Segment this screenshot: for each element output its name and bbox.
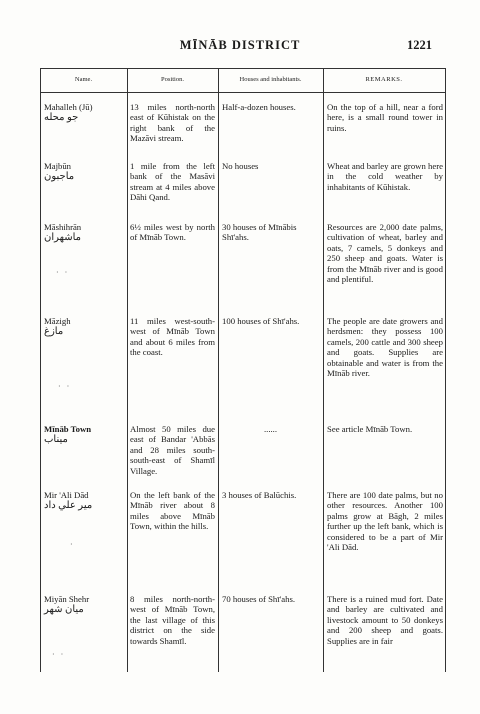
entry-name-arabic: ماشهران — [44, 232, 82, 244]
table-row-houses: 30 houses of Mīnābis Shī'ahs. — [222, 222, 297, 243]
table-row-houses: 70 houses of Shī'ahs. — [222, 594, 295, 604]
scan-dots: · · — [52, 650, 66, 659]
scan-dots: · · — [56, 268, 70, 277]
table-row-name — [44, 316, 126, 338]
table-row-houses: No houses — [222, 161, 259, 171]
entry-name: Majbūn — [44, 161, 72, 171]
table-row-position: Almost 50 miles due east of Bandar 'Abbās and 28 miles south-south-east of Shamīl Village. — [130, 424, 215, 476]
table-row-houses: ...... — [263, 424, 278, 434]
table-row-houses: Half-a-dozen houses. — [222, 102, 296, 112]
table-left-rule — [40, 68, 41, 672]
entry-name: Miyān Shehr — [44, 594, 90, 604]
column-rule — [323, 68, 324, 672]
entry-name-arabic: ميناب — [44, 434, 68, 446]
scan-dots: · — [70, 540, 75, 549]
table-row-remarks: Resources are 2,000 date palms, cultivation of wheat, barley and oats, 7 camels, 5 donkeys and 250 sheep and goats. Water is from the Mīnāb river and is good and plentiful. — [327, 222, 443, 285]
page-number: 1221 — [407, 38, 432, 52]
table-row-name — [44, 222, 126, 244]
entry-name-arabic: ميان شهر — [44, 604, 84, 616]
column-rule — [218, 68, 219, 672]
table-row-remarks: There is a ruined mud fort. Date and barley are cultivated and livestock amount to 50 donkeys and 200 sheep and goats. Supplies are in fair — [327, 594, 443, 646]
table-row-remarks: There are 100 date palms, but no other resources. Another 100 palms grow at Bāgh, 2 miles further up the left bank, which is considered to be a part of Mir 'Ali Dād. — [327, 490, 443, 553]
table-row-remarks: See article Mīnāb Town. — [327, 424, 413, 434]
column-header-position: Position. — [161, 76, 184, 83]
entry-name-arabic: مير علي داد — [44, 500, 93, 512]
entry-name-arabic: مازغ — [44, 326, 64, 338]
table-header-rule — [40, 92, 445, 93]
table-right-rule — [445, 68, 446, 672]
table-row-position: 1 mile from the left bank of the Masāvi stream at 4 miles above Dāhi Qand. — [130, 161, 215, 203]
table-row-name — [44, 594, 126, 616]
column-rule — [127, 68, 128, 672]
column-header-houses: Houses and inhabitants. — [239, 76, 302, 83]
entry-name-arabic: جو محله — [44, 112, 79, 124]
entry-name: Mir 'Ali Dād — [44, 490, 89, 500]
entry-name: Māshihrān — [44, 222, 82, 232]
table-row-name — [44, 102, 126, 124]
scan-dots: · · — [58, 382, 72, 391]
page-title: MĪNĀB DISTRICT — [179, 38, 301, 52]
table-row-remarks: Wheat and barley are grown here in the cold weather by inhabitants of Kūhistak. — [327, 161, 443, 192]
table-row-remarks: On the top of a hill, near a ford here, is a small round tower in ruins. — [327, 102, 443, 133]
table-row-position: 6½ miles west by north of Mīnāb Town. — [130, 222, 215, 243]
table-row-name — [44, 490, 126, 512]
table-row-houses: 3 houses of Balūchis. — [222, 490, 297, 500]
table-row-houses: 100 houses of Shī'ahs. — [222, 316, 300, 326]
table-row-name — [44, 161, 126, 183]
column-header-remarks: REMARKS. — [365, 76, 403, 83]
entry-name: Māzigh — [44, 316, 71, 326]
table-row-position: 13 miles north-north east of Kūhistak on the right bank of the Mazāvi stream. — [130, 102, 215, 144]
table-row-remarks: The people are date growers and herdsmen: they possess 100 camels, 200 cattle and 300 sheep and goats. Supplies are obtainable and water is from the Mīnāb river. — [327, 316, 443, 379]
column-header-name: Name. — [74, 76, 93, 83]
entry-name-arabic: ماجبون — [44, 171, 75, 183]
entry-name: Mahalleh (Jū) — [44, 102, 93, 112]
table-row-position: 8 miles north-north-west of Mīnāb Town, the last village of this district on the side towards Shamīl. — [130, 594, 215, 646]
table-row-position: 11 miles west-south-west of Mīnāb Town and about 6 miles from the coast. — [130, 316, 215, 358]
table-row-position: On the left bank of the Mīnāb river about 8 miles above Mīnāb Town, within the hills. — [130, 490, 215, 532]
table-top-rule — [40, 68, 445, 69]
table-row-name — [44, 424, 126, 446]
entry-name: Mīnāb Town — [44, 424, 92, 434]
